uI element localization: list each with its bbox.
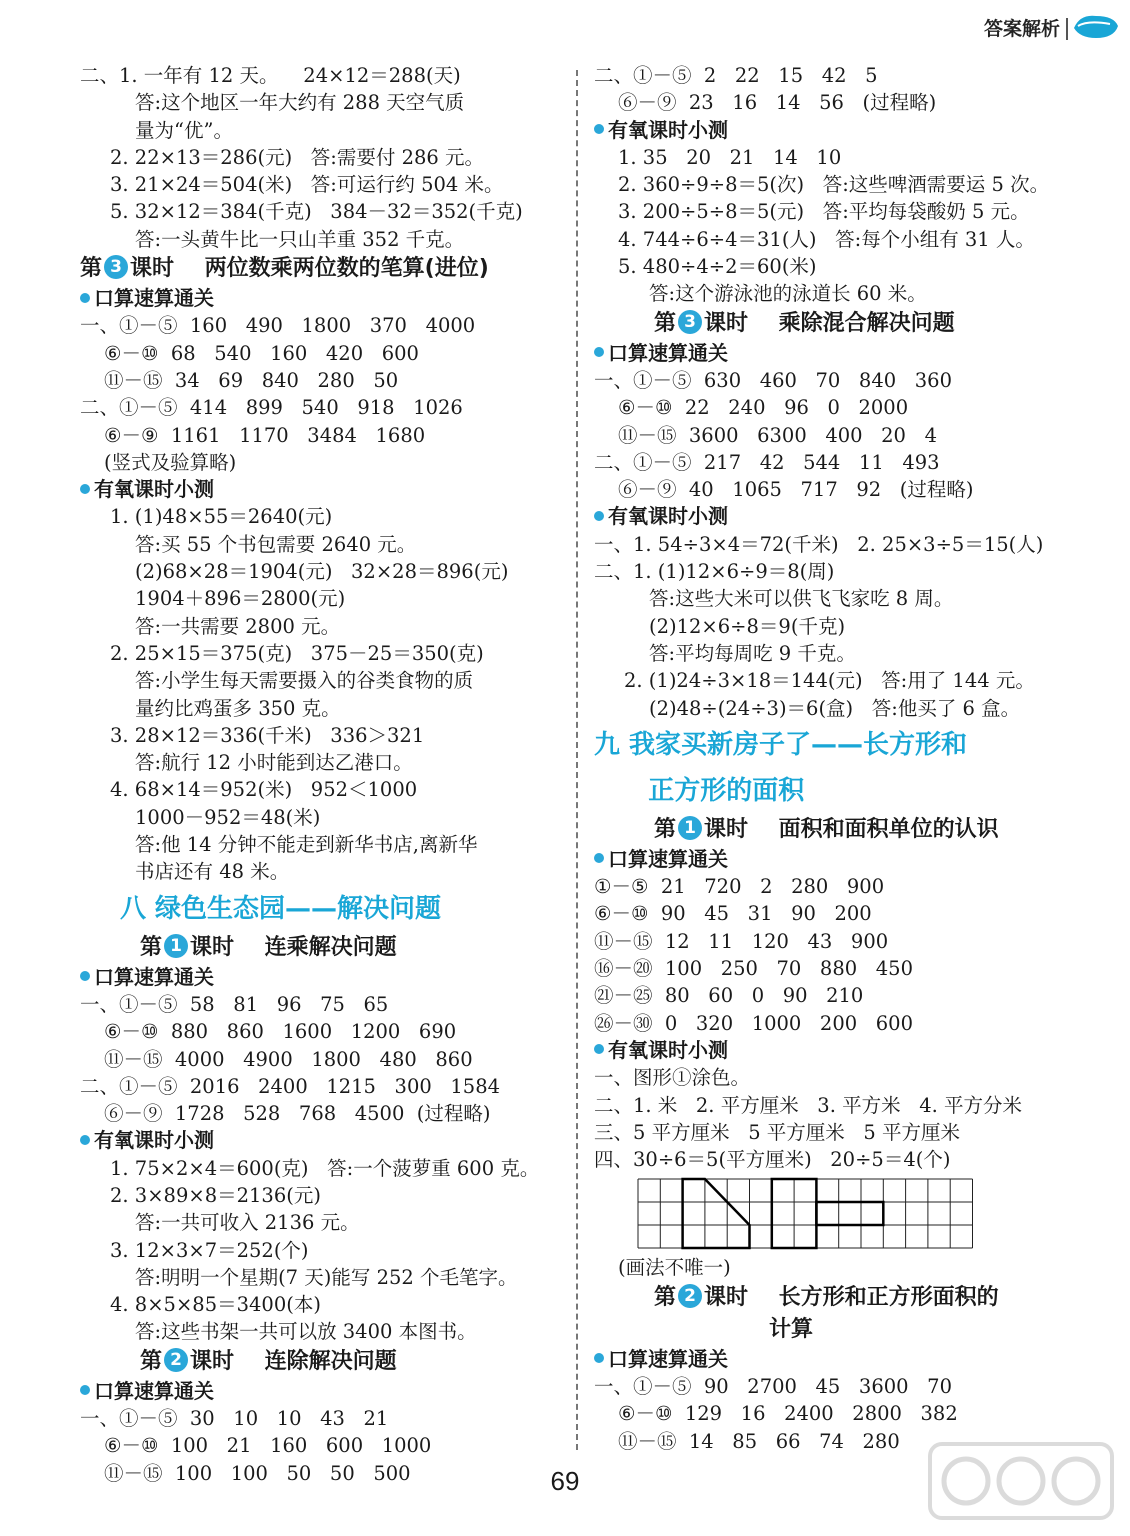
answer-line: (画法不唯一) [618,1256,731,1280]
answer-line: 答:航行 12 小时能到达乙港口。 [135,751,413,775]
section-heading-text: 口算速算通关 [94,964,214,989]
section-heading [594,1037,1074,1064]
lesson-heading [594,1282,1074,1314]
section-heading-text: 有氧课时小测 [608,504,728,529]
section-heading-text: 有氧课时小测 [608,117,728,142]
lesson-prefix: 第 [654,816,677,842]
area-grid-diagram [636,1177,975,1250]
answer-line: 量约比鸡蛋多 350 克。 [135,696,341,720]
lesson-heading [594,814,1074,846]
answer-line: 4. 744÷6÷4＝31(人) 答:每个小组有 31 人。 [618,227,1035,251]
answer-line: ⑯－⑳ 100 250 70 880 450 [594,957,913,981]
lesson-prefix: 第 [654,1284,677,1310]
drawn-shape-1 [683,1179,750,1248]
lesson-title-continued: 计算 [769,1316,814,1342]
answer-line: 二、①－⑤ 414 899 540 918 1026 [80,396,463,420]
lesson-heading [80,932,560,964]
lesson-prefix: 第 [654,310,677,336]
section-heading [594,503,1074,530]
unit-heading: 八 绿色生态园——解决问题 [120,893,442,924]
answer-line: 二、1. 一年有 12 天。 24×12＝288(天) [80,64,461,87]
section-heading [594,846,1074,873]
answer-line: 2. 360÷9÷8＝5(次) 答:这些啤酒需要运 5 次。 [618,173,1050,197]
answer-line: 3. 28×12＝336(千米) 336＞321 [110,723,425,747]
section-heading-text: 口算速算通关 [94,1378,214,1403]
lesson-heading [80,253,560,285]
lesson-heading [80,1346,560,1378]
section-heading-text: 口算速算通关 [608,1346,728,1371]
answer-line: ⑪－⑮ 4000 4900 1800 480 860 [104,1047,473,1071]
bullet-icon [594,124,604,134]
answer-line: 一、①－⑤ 58 81 96 75 65 [80,992,389,1016]
answer-line: 答:明明一个星期(7 天)能写 252 个毛笔字。 [135,1265,518,1289]
answer-line: 2. 25×15＝375(克) 375－25＝350(克) [110,641,484,665]
answer-line: ⑥－⑨ 23 16 14 56 (过程略) [618,91,937,115]
answer-line: 一、①－⑤ 90 2700 45 3600 70 [594,1374,952,1398]
answer-line: 一、图形①涂色。 [594,1066,751,1090]
bullet-icon [594,1353,604,1363]
header-title: 答案解析 [983,18,1060,40]
answer-line: 4. 8×5×85＝3400(本) [110,1293,321,1317]
answer-line: ⑪－⑮ 34 69 840 280 50 [104,368,399,392]
answer-line: (2)48÷(24÷3)＝6(盒) 答:他买了 6 盒。 [649,696,1021,720]
section-heading [594,1346,1074,1373]
answer-line: 二、①－⑤ 217 42 544 11 493 [594,450,940,474]
answer-line: 四、30÷6＝5(平方厘米) 20÷5＝4(个) [594,1148,951,1172]
answer-line: (竖式及验算略) [104,450,237,474]
answer-line: 1904＋896＝2800(元) [135,587,346,611]
answer-line: ⑥－⑨ 40 1065 717 92 (过程略) [618,478,974,502]
right-column [594,62,1074,1455]
section-heading-text: 有氧课时小测 [94,1128,214,1153]
answer-line: ⑥－⑩ 90 45 31 90 200 [594,902,872,926]
lesson-title: 课时 长方形和正方形面积的 [704,1284,999,1310]
bullet-icon [594,853,604,863]
answer-line: 1000－952＝48(米) [135,805,321,829]
answer-line: 一、①－⑤ 630 460 70 840 360 [594,368,952,392]
bullet-icon [594,511,604,521]
section-heading-text: 口算速算通关 [608,340,728,365]
bullet-icon [80,1135,90,1145]
bullet-icon [80,1385,90,1395]
answer-line: 2. (1)24÷3×18＝144(元) 答:用了 144 元。 [624,669,1035,693]
lesson-number-badge: 2 [678,1284,702,1308]
drawn-shape-3 [816,1202,883,1225]
answer-line: ⑪－⑮ 3600 6300 400 20 4 [618,423,937,447]
lesson-prefix: 第 [80,256,103,282]
lesson-number-badge: 2 [164,1348,188,1372]
answer-line: 量为“优”。 [135,118,233,142]
answer-line: 答:一头黄牛比一只山羊重 352 千克。 [135,227,465,251]
answer-line: ⑥－⑩ 22 240 96 0 2000 [618,396,909,420]
unit-heading: 正方形的面积 [594,775,805,806]
column-divider [576,70,578,1450]
answer-line: ⑥－⑨ 1728 528 768 4500 (过程略) [104,1102,491,1126]
answer-line: 答:这个游泳池的泳道长 60 米。 [649,282,927,306]
answer-line: 4. 68×14＝952(米) 952＜1000 [110,778,418,802]
unit-heading: 九 我家买新房子了——长方形和 [594,729,968,760]
section-heading [80,964,560,991]
lesson-title: 课时 连除解决问题 [190,1348,397,1374]
cloud-logo-icon [1070,10,1120,42]
answer-line: 一、①－⑤ 160 490 1800 370 4000 [80,314,476,338]
section-heading-text: 口算速算通关 [608,846,728,871]
bullet-icon [80,484,90,494]
answer-line: 答:这个地区一年大约有 288 天空气质 [135,91,465,115]
section-heading-text: 有氧课时小测 [94,477,214,502]
answer-line: ⑪－⑮ 14 85 66 74 280 [618,1429,900,1453]
answer-line: 答:平均每周吃 9 千克。 [649,641,856,665]
section-heading-text: 有氧课时小测 [608,1037,728,1062]
answer-line: 3. 12×3×7＝252(个) [110,1238,309,1262]
answer-line: 2. 3×89×8＝2136(元) [110,1183,321,1207]
section-heading [80,1378,560,1405]
lesson-number-badge: 3 [104,255,128,279]
answer-line: ⑪－⑮ 100 100 50 50 500 [104,1461,411,1485]
answer-line: ⑪－⑮ 12 11 120 43 900 [594,929,889,953]
answer-line: ⑥－⑩ 68 540 160 420 600 [104,341,419,365]
answer-line: ⑥－⑩ 129 16 2400 2800 382 [618,1402,958,1426]
lesson-prefix: 第 [140,1348,163,1374]
bullet-icon [80,293,90,303]
answer-line: ⑥－⑩ 100 21 160 600 1000 [104,1434,432,1458]
bullet-icon [80,971,90,981]
answer-line: 三、5 平方厘米 5 平方厘米 5 平方厘米 [594,1120,961,1144]
answer-line: 2. 22×13＝286(元) 答:需要付 286 元。 [110,145,484,169]
answer-line: 答:一共需要 2800 元。 [135,614,341,638]
answer-line: 答:小学生每天需要摄入的谷类食物的质 [135,669,474,693]
answer-line: 书店还有 48 米。 [135,860,290,884]
answer-line: 一、①－⑤ 30 10 10 43 21 [80,1407,389,1431]
section-heading [594,117,1074,144]
lesson-title: 课时 两位数乘两位数的笔算(进位) [130,256,489,282]
answer-line: 1. 75×2×4＝600(克) 答:一个菠萝重 600 克。 [110,1156,540,1180]
answer-line: ①－⑤ 21 720 2 280 900 [594,875,885,899]
section-heading [594,340,1074,367]
answer-line: 二、1. (1)12×6÷9＝8(周) [594,560,835,584]
answer-line: 3. 21×24＝504(米) 答:可运行约 504 米。 [110,173,504,197]
lesson-title: 课时 面积和面积单位的认识 [704,816,999,842]
answer-line: 5. 480÷4÷2＝60(米) [618,255,817,279]
answer-line: 二、①－⑤ 2016 2400 1215 300 1584 [80,1074,501,1098]
lesson-number-badge: 1 [164,934,188,958]
answer-line: 答:这些书架一共可以放 3400 本图书。 [135,1320,477,1344]
left-column [80,62,560,1487]
answer-line: 一、1. 54÷3×4＝72(千米) 2. 25×3÷5＝15(人) [594,532,1044,556]
answer-line: 5. 32×12＝384(千克) 384－32＝352(千克) [110,200,523,224]
answer-line: 答:他 14 分钟不能走到新华书店,离新华 [135,833,478,857]
header-separator [1066,18,1068,40]
answer-line: 1. (1)48×55＝2640(元) [110,505,333,529]
section-heading-text: 口算速算通关 [94,286,214,311]
answer-line: 1. 35 20 21 14 10 [618,145,842,169]
section-heading [80,1127,560,1154]
answer-line: 答:这些大米可以供飞飞家吃 8 周。 [649,587,954,611]
answer-line: 答:买 55 个书包需要 2640 元。 [135,532,417,556]
answer-line: 二、1. 米 2. 平方厘米 3. 平方米 4. 平方分米 [594,1093,1023,1117]
watermark-logo-icon [926,1436,1116,1526]
bullet-icon [594,347,604,357]
answer-line: 二、①－⑤ 2 22 15 42 5 [594,64,878,87]
bullet-icon [594,1044,604,1054]
section-heading [80,476,560,503]
lesson-number-badge: 1 [678,816,702,840]
answer-line: ㉑－㉕ 80 60 0 90 210 [594,984,864,1008]
answer-line: ⑥－⑩ 880 860 1600 1200 690 [104,1020,457,1044]
section-heading [80,285,560,312]
lesson-prefix: 第 [140,934,163,960]
lesson-number-badge: 3 [678,310,702,334]
lesson-title: 课时 乘除混合解决问题 [704,310,955,336]
answer-line: ⑥－⑨ 1161 1170 3484 1680 [104,423,426,447]
answer-line: (2)12×6÷8＝9(千克) [649,614,846,638]
answer-line: ㉖－㉚ 0 320 1000 200 600 [594,1011,913,1035]
page-number: 69 [550,1466,580,1496]
answer-line: 3. 200÷5÷8＝5(元) 答:平均每袋酸奶 5 元。 [618,200,1030,224]
lesson-title: 课时 连乘解决问题 [190,934,397,960]
answer-line: (2)68×28＝1904(元) 32×28＝896(元) [135,560,509,584]
lesson-heading [594,308,1074,340]
answer-line: 答:一共可收入 2136 元。 [135,1211,360,1235]
